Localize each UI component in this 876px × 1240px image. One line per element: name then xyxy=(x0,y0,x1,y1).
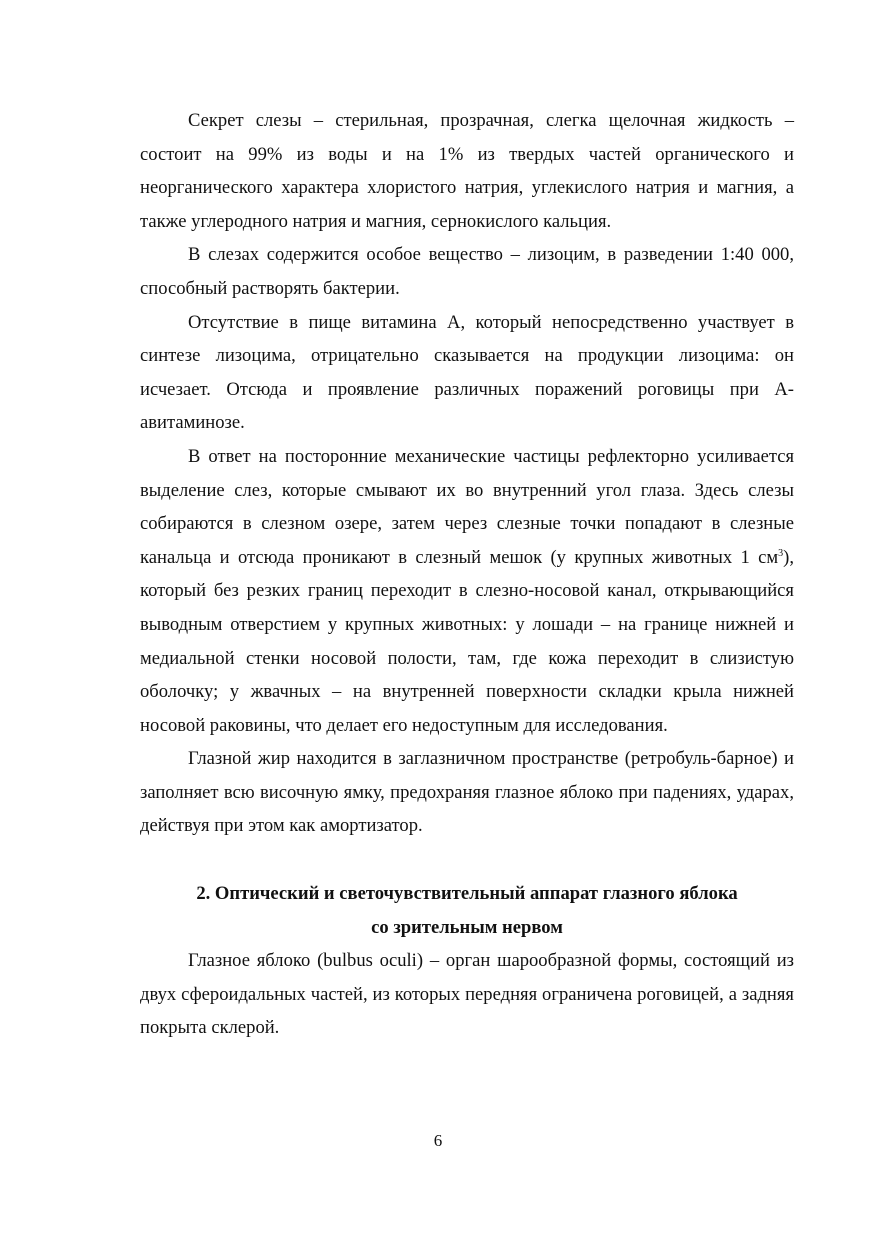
cubic-superscript: 3 xyxy=(778,547,784,559)
paragraph-tear-secretion: Секрет слезы – стерильная, прозрачная, слегка щелочная жидкость – состоит на 99% из воды и на 1% из твердых частей органического и неорганического характера хлористого натрия, углекислого натрия и магния, а также углеродного натрия и магния, сернокислого кальция. xyxy=(140,110,794,232)
paragraph-eye-fat: Глазной жир находится в заглазничном пространстве (ретробуль-барное) и заполняет всю височную ямку, предохраняя глазное яблоко при падениях, ударах, действуя при этом как амортизатор. xyxy=(140,748,794,837)
paragraph-vitamin-a: Отсутствие в пище витамина А, который непосредственно участвует в синтезе лизоцима, отрицательно сказывается на продукции лизоцима: он исчезает. Отсюда и проявление различных поражений роговицы при А-авитаминозе. xyxy=(140,311,794,434)
tear-drainage-text-after: ), который без резких границ переходит в слезно-носовой канал, открывающийся выводным отверстием у крупных животных: у лошади – на границе нижней и медиальной стенки носовой полости, там, где кожа переходит в слизистую оболочку; у жвачных – на внутренней поверхности складки крыла нижней носовой раковины, что делает его недоступным для исследования. xyxy=(140,546,794,736)
document-page xyxy=(140,104,794,1045)
tear-drainage-text-before: В ответ на посторонние механические частицы рефлекторно усиливается выделение слез, которые смывают их во внутренний угол глаза. Здесь слезы собираются в слезном озере, затем через слезные точки попадают в слезные канальца и отсюда проникают в слезный мешок (у крупных животных 1 см xyxy=(140,445,794,568)
paragraph-eyeball: Глазное яблоко (bulbus oculi) – орган шарообразной формы, состоящий из двух сфероидальных частей, из которых передняя ограничена роговицей, а задняя покрыта склерой. xyxy=(140,950,794,1039)
page-number: 6 xyxy=(433,1131,443,1150)
paragraph-tear-drainage xyxy=(140,440,794,742)
paragraph-lysozyme: В слезах содержится особое вещество – лизоцим, в разведении 1:40 000, способный растворять бактерии. xyxy=(140,244,794,299)
section-heading-line-1: 2. Оптический и светочувствительный аппарат глазного яблока xyxy=(196,883,738,905)
section-heading-line-2: со зрительным нервом xyxy=(371,916,563,938)
section-heading xyxy=(140,877,794,944)
